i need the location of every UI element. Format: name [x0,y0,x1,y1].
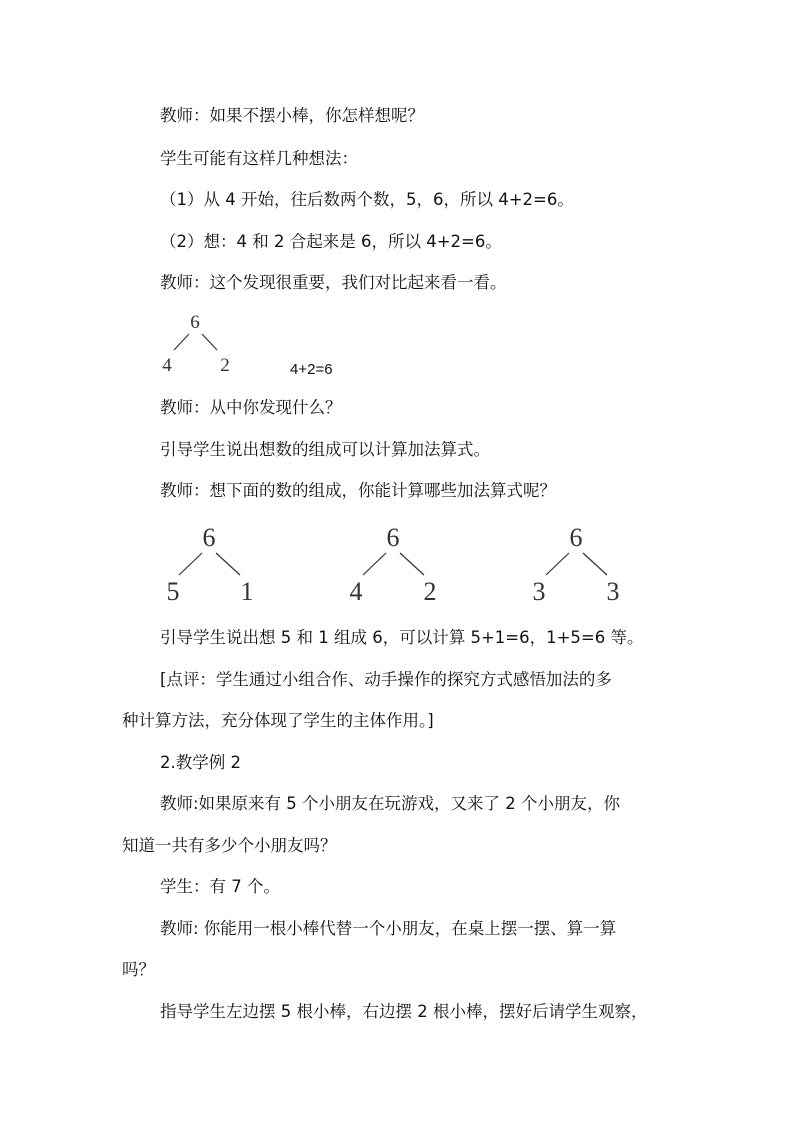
small-tree-top: 6 [190,312,200,333]
tree2-left-branch [363,553,386,575]
text-line-18: 指导学生左边摆 5 根小棒，右边摆 2 根小棒，摆好后请学生观察， [160,1002,648,1021]
tree2-left: 4 [349,577,363,606]
text-line-1: 教师：如果不摆小棒，你怎样想呢？ [160,106,424,125]
tree1-right: 1 [240,577,254,606]
tree1-left-branch [179,553,202,575]
text-line-8: 教师：想下面的数的组成，你能计算哪些加法算式呢？ [160,481,556,500]
small-tree-left: 4 [162,355,172,376]
tree3-right-branch [583,553,607,575]
tree2-right-branch [400,553,424,575]
text-line-9: 引导学生说出想 5 和 1 组成 6，可以计算 5+1=6，1+5=6 等。 [160,628,644,647]
small-tree-left-branch [174,334,189,350]
tree3-top: 6 [569,523,583,552]
text-line-13: 教师:如果原来有 5 个小朋友在玩游戏，又来了 2 个小朋友，你 [160,794,621,813]
text-line-2: 学生可能有这样几种想法： [160,149,358,168]
tree1-left: 5 [166,577,180,606]
small-tree-right: 2 [220,355,230,376]
text-line-11: 种计算方法，充分体现了学生的主体作用。] [122,711,434,730]
text-line-12: 2.教学例 2 [160,753,241,772]
tree2-top: 6 [386,523,400,552]
text-line-4: （2）想：4 和 2 合起来是 6，所以 4+2=6。 [160,232,502,251]
text-line-6: 教师：从中你发现什么？ [160,398,342,417]
text-line-5: 教师：这个发现很重要，我们对比起来看一看。 [160,273,507,292]
text-line-17: 吗？ [122,960,155,979]
tree1-right-branch [216,553,240,575]
text-line-7: 引导学生说出想数的组成可以计算加法算式。 [160,440,490,459]
equation: 4+2=6 [290,361,333,378]
small-tree-right-branch [202,334,217,350]
text-line-16: 教师: 你能用一根小棒代替一个小朋友，在桌上摆一摆、算一算 [160,919,617,938]
text-line-3: （1）从 4 开始，往后数两个数，5，6，所以 4+2=6。 [160,190,574,209]
text-line-14: 知道一共有多少个小朋友吗？ [122,836,337,855]
tree3-left: 3 [532,577,546,606]
text-line-15: 学生：有 7 个。 [160,877,280,896]
number-bond-3 [521,520,641,610]
tree2-right: 2 [423,577,437,606]
tree3-right: 3 [606,577,620,606]
number-bond-2 [338,520,458,610]
number-bond-1 [155,520,275,610]
tree1-top: 6 [202,523,216,552]
small-number-bond [155,310,245,380]
text-line-10: [点评：学生通过小组合作、动手操作的探究方式感悟加法的多 [160,670,612,689]
tree3-left-branch [546,553,569,575]
